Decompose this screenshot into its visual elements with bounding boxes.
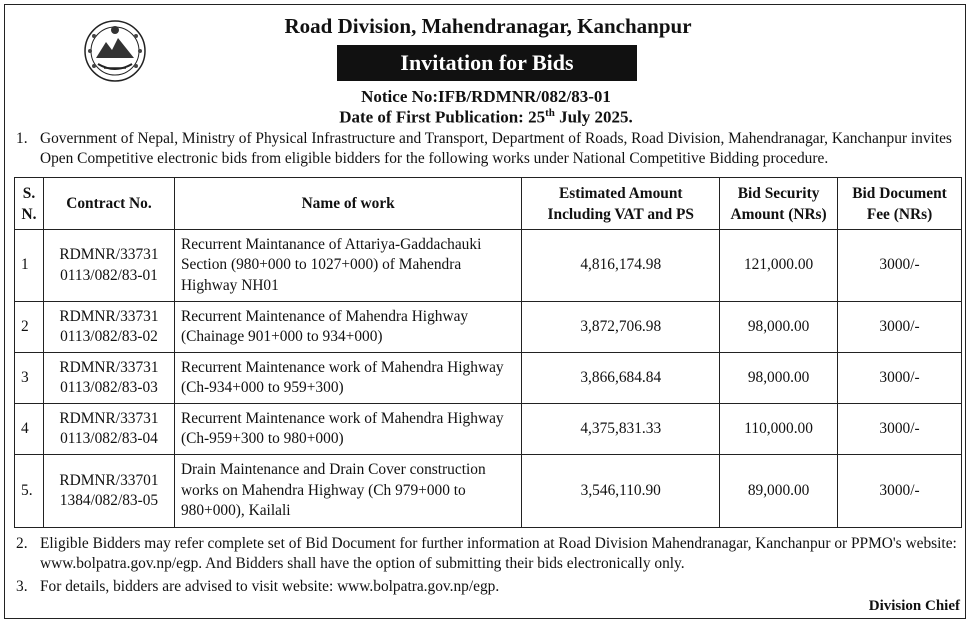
cell-amount: 3,866,684.84 bbox=[522, 353, 720, 404]
table-row bbox=[15, 302, 962, 353]
note-text: For details, bidders are advised to visit website: www.bolpatra.gov.np/egp. bbox=[40, 578, 500, 595]
cell-work: Drain Maintenance and Drain Cover construction works on Mahendra Highway (Ch 979+000 to 980+000), Kailali bbox=[174, 455, 521, 528]
cell-amount: 3,546,110.90 bbox=[522, 455, 720, 528]
cell-fee: 3000/- bbox=[838, 302, 962, 353]
cell-amount: 3,872,706.98 bbox=[522, 302, 720, 353]
intro-text: Government of Nepal, Ministry of Physical Infrastructure and Transport, Department of Roads, Road Division, Mahendranagar, Kanchanpur invites Open Competitive electronic bids from eligible bidders for the following works under National Competitive Bidding procedure. bbox=[40, 130, 952, 167]
header-fee: Bid Document Fee (NRs) bbox=[838, 178, 962, 230]
note-paragraph bbox=[16, 534, 962, 574]
cell-sn: 2 bbox=[15, 302, 44, 353]
header-sn: S. N. bbox=[15, 178, 44, 230]
table-row bbox=[15, 404, 962, 455]
cell-fee: 3000/- bbox=[838, 353, 962, 404]
cell-contract: RDMNR/33731 0113/082/83-02 bbox=[43, 302, 174, 353]
cell-security: 121,000.00 bbox=[720, 230, 838, 302]
cell-sn: 1 bbox=[15, 230, 44, 302]
table-row bbox=[15, 455, 962, 528]
intro-number: 1. bbox=[16, 130, 28, 147]
cell-fee: 3000/- bbox=[838, 404, 962, 455]
table-row bbox=[15, 353, 962, 404]
intro-paragraph bbox=[16, 129, 962, 169]
cell-security: 98,000.00 bbox=[720, 302, 838, 353]
header-work: Name of work bbox=[174, 178, 521, 230]
cell-work: Recurrent Maintenance work of Mahendra Highway (Ch-959+300 to 980+000) bbox=[174, 404, 521, 455]
cell-work: Recurrent Maintanance of Attariya-Gaddachauki Section (980+000 to 1027+000) of Mahendra Highway NH01 bbox=[174, 230, 521, 302]
cell-fee: 3000/- bbox=[838, 455, 962, 528]
cell-contract: RDMNR/33701 1384/082/83-05 bbox=[43, 455, 174, 528]
publication-date: Date of First Publication: 25th July 2025. bbox=[339, 107, 633, 127]
cell-security: 98,000.00 bbox=[720, 353, 838, 404]
header-security: Bid Security Amount (NRs) bbox=[720, 178, 838, 230]
cell-security: 89,000.00 bbox=[720, 455, 838, 528]
cell-sn: 4 bbox=[15, 404, 44, 455]
header-amount: Estimated Amount Including VAT and PS bbox=[522, 178, 720, 230]
table-row bbox=[15, 230, 962, 302]
cell-contract: RDMNR/33731 0113/082/83-03 bbox=[43, 353, 174, 404]
cell-amount: 4,375,831.33 bbox=[522, 404, 720, 455]
cell-contract: RDMNR/33731 0113/082/83-04 bbox=[43, 404, 174, 455]
note-paragraph bbox=[16, 577, 962, 597]
note-text: Eligible Bidders may refer complete set of Bid Document for further information at Road Division Mahendranagar, Kanchanpur or PPMO's website: www.bolpatra.gov.np/egp. And Bidders shall have the option of submitting their bids electronically only. bbox=[40, 535, 957, 572]
signature-line: Division Chief bbox=[868, 598, 960, 614]
cell-amount: 4,816,174.98 bbox=[522, 230, 720, 302]
note-number: 3. bbox=[16, 578, 28, 595]
cell-work: Recurrent Maintenance work of Mahendra Highway (Ch-934+000 to 959+300) bbox=[174, 353, 521, 404]
cell-security: 110,000.00 bbox=[720, 404, 838, 455]
invitation-banner: Invitation for Bids bbox=[337, 45, 637, 81]
cell-work: Recurrent Maintenance of Mahendra Highway (Chainage 901+000 to 934+000) bbox=[174, 302, 521, 353]
cell-contract: RDMNR/33731 0113/082/83-01 bbox=[43, 230, 174, 302]
cell-fee: 3000/- bbox=[838, 230, 962, 302]
header-contract: Contract No. bbox=[43, 178, 174, 230]
office-title: Road Division, Mahendranagar, Kanchanpur bbox=[284, 14, 692, 38]
bids-table bbox=[14, 177, 962, 528]
cell-sn: 5. bbox=[15, 455, 44, 528]
cell-sn: 3 bbox=[15, 353, 44, 404]
note-number: 2. bbox=[16, 535, 28, 552]
notice-number: Notice No:IFB/RDMNR/082/83-01 bbox=[361, 87, 611, 106]
table-header-row bbox=[15, 178, 962, 230]
